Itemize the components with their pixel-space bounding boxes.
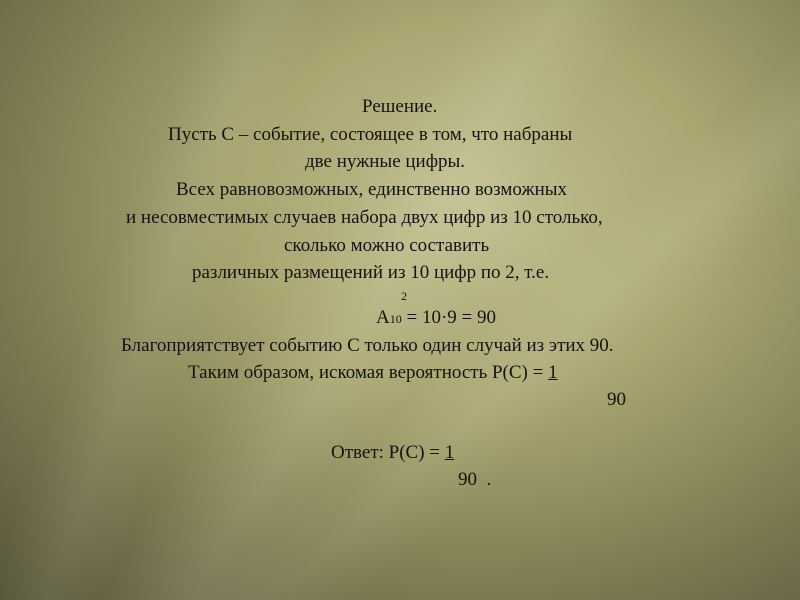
- formula: [376, 307, 496, 330]
- text-line-8-text: Таким образом, искомая вероятность Р(С) =: [188, 362, 549, 383]
- formula-superscript: 2: [401, 289, 407, 303]
- text-line-7: Благоприятствует событию С только один случай из этих 90.: [121, 335, 614, 356]
- answer-text: Ответ: Р(С) =: [331, 442, 445, 463]
- answer-tail: .: [477, 469, 492, 490]
- answer-numerator: 1: [444, 442, 455, 463]
- text-line-1: Пусть С – событие, состоящее в том, что набраны: [168, 124, 573, 145]
- heading: Решение.: [362, 96, 438, 117]
- formula-rest: = 10·9 = 90: [401, 307, 496, 328]
- text-line-5: сколько можно составить: [284, 235, 490, 256]
- answer-denominator: 90: [458, 469, 477, 490]
- text-line-8: [188, 362, 558, 384]
- formula-subscript: 10: [389, 312, 402, 326]
- text-line-4: и несовместимых случаев набора двух цифр из 10 столько,: [126, 207, 603, 228]
- fraction-denominator: 90: [607, 389, 626, 410]
- text-line-6: различных размещений из 10 цифр по 2, т.е.: [192, 262, 550, 283]
- text-line-3: Всех равновозможных, единственно возможных: [176, 179, 568, 200]
- formula-letter: А: [376, 307, 390, 328]
- fraction-numerator: 1: [548, 362, 558, 383]
- text-line-2: две нужные цифры.: [305, 151, 466, 172]
- answer-denominator-line: [458, 469, 491, 491]
- answer-line: [331, 442, 454, 464]
